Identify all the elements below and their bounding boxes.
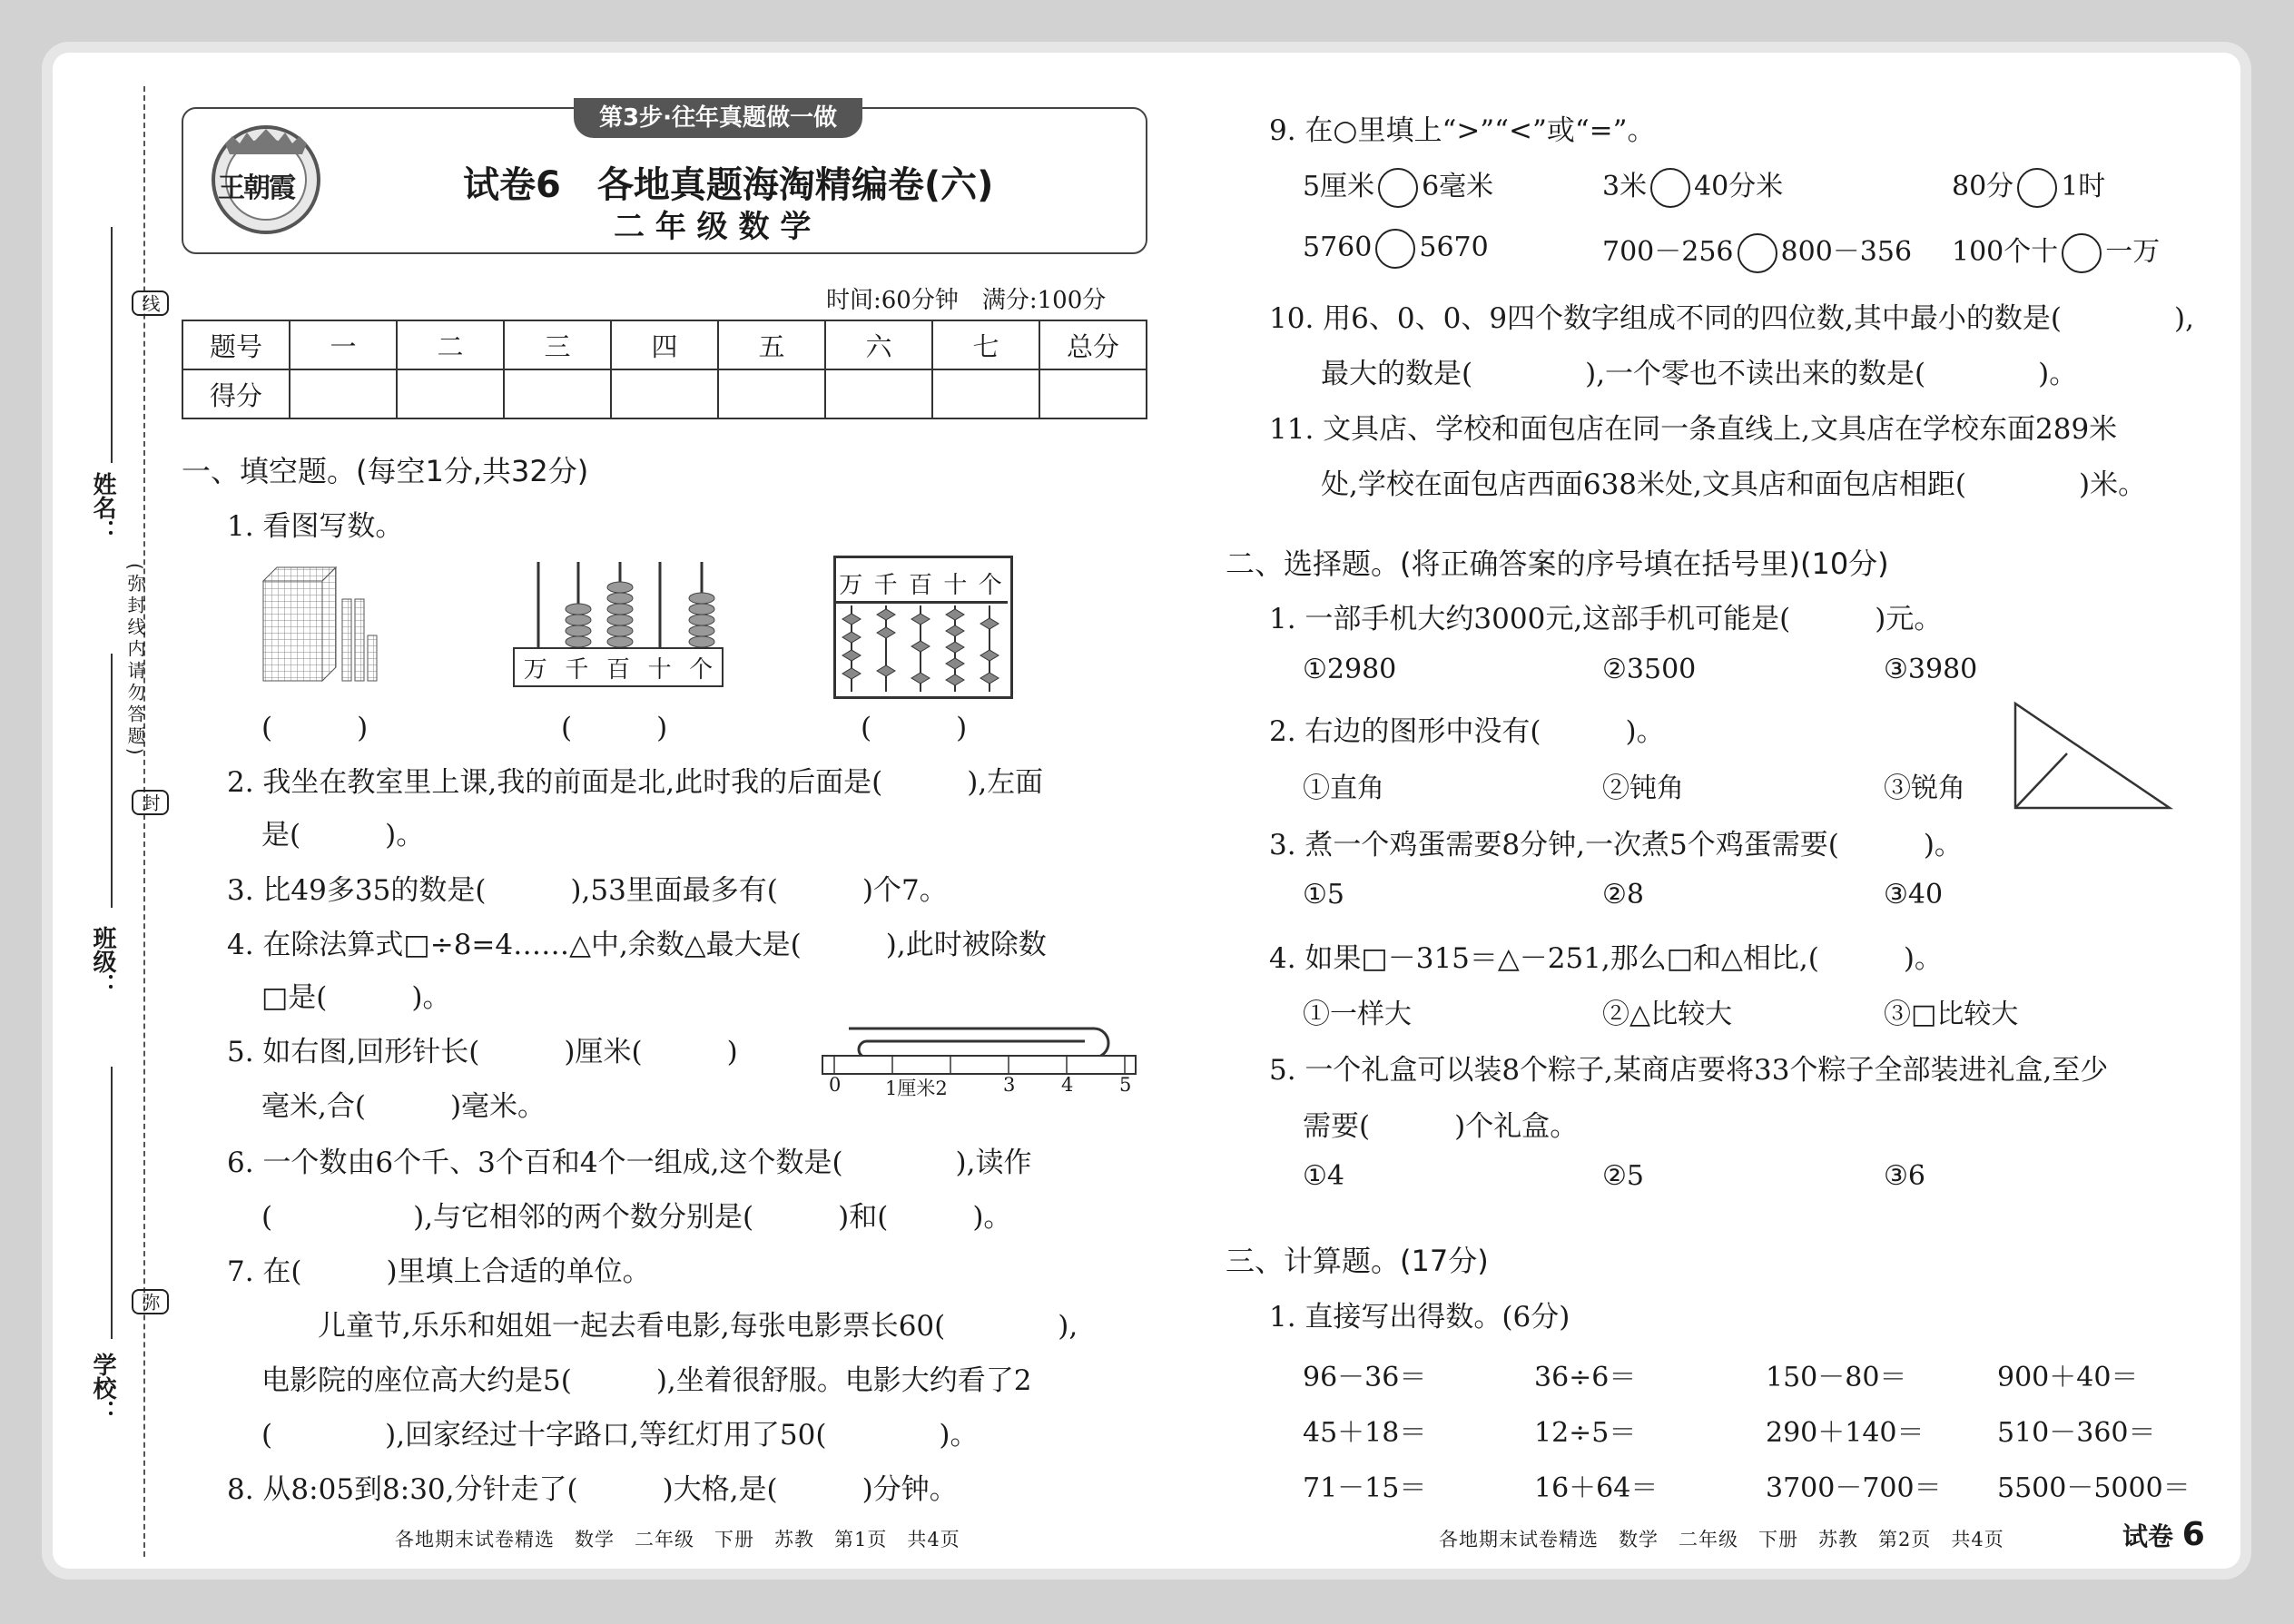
question-1-9: 9. 在○里填上“>”“<”或“=”。 [1269,114,1656,147]
base-ten-blocks-icon [259,563,386,685]
compare-circle[interactable] [2062,233,2102,273]
compare-left: 3米 [1602,171,1648,202]
place-label: 万 [839,571,863,599]
answer-blank-3[interactable]: ( ) [861,712,968,744]
option[interactable]: ③□比较大 [1884,999,2019,1030]
calc-item[interactable]: 290＋140＝ [1766,1417,1925,1449]
compare-left: 80分 [1952,171,2014,202]
compare-item [1952,163,2105,208]
calc-item[interactable]: 12÷5＝ [1534,1417,1637,1449]
school-field[interactable] [111,1067,113,1339]
question-2-5: 5. 一个礼盒可以装8个粽子,某商店要将33个粽子全部装进礼盒,至少 [1269,1054,2109,1087]
ruler-label: 3 [1003,1074,1016,1096]
page-subtitle: 二 年 级 数 学 [614,209,812,245]
score-table [182,320,1147,419]
score-table-header-row [182,320,1147,369]
page-title: 试卷6 各地真题海淘精编卷(六) [463,164,994,206]
option[interactable]: ③6 [1884,1160,1925,1192]
place-label: 十 [943,571,968,599]
score-cell: 一 [290,320,397,369]
seal-char-feng: 封 [132,790,169,815]
time-info: 时间:60分钟 满分:100分 [826,287,1107,314]
compare-left: 5厘米 [1303,171,1375,202]
compare-right: 6毫米 [1422,171,1494,202]
option[interactable]: ①2980 [1303,654,1397,685]
place-label: 个 [689,655,714,684]
bead-abacus-figure [833,556,1010,696]
option[interactable]: ③3980 [1884,654,1978,685]
place-label: 千 [565,655,589,684]
abacus-rods-icon [513,558,726,649]
question-1-7: 7. 在( )里填上合适的单位。 [227,1255,651,1288]
compare-circle[interactable] [1738,233,1777,273]
question-1-4-cont: □是( )。 [261,981,451,1014]
option[interactable]: ②3500 [1602,654,1697,685]
score-table-score-row [182,369,1147,418]
footer-right: 各地期末试卷精选 数学 二年级 下册 苏教 第2页 共4页 [1439,1529,2004,1550]
compare-item [1303,163,1493,208]
question-1-4: 4. 在除法算式□÷8=4……△中,余数△最大是( ),此时被除数 [227,929,1047,961]
place-label: 千 [873,571,898,599]
place-label: 百 [908,571,932,599]
question-3-1: 1. 直接写出得数。(6分) [1269,1301,1570,1334]
calc-item[interactable]: 96－36＝ [1303,1362,1427,1393]
logo [198,116,334,240]
calc-item[interactable]: 900＋40＝ [1997,1362,2139,1393]
section-1-title: 一、填空题。(每空1分,共32分) [182,454,589,488]
class-label: 班级： [89,926,116,997]
ruler-label: 0 [829,1074,842,1096]
calc-item[interactable]: 510－360＝ [1997,1417,2156,1449]
question-2-5-cont: 需要( )个礼盒。 [1303,1110,1579,1143]
cubes-figure [259,563,386,685]
option[interactable]: ②△比较大 [1602,999,1733,1030]
calc-item[interactable]: 36÷6＝ [1534,1362,1637,1393]
seal-char-xian: 线 [132,290,169,316]
score-cell: 三 [504,320,611,369]
compare-left: 5760 [1303,231,1373,263]
exam-tag-label: 试卷 [2122,1521,2174,1551]
calc-item[interactable]: 71－15＝ [1303,1472,1427,1504]
option[interactable]: ③锐角 [1884,773,1965,804]
compare-circle[interactable] [1378,168,1418,208]
option[interactable]: ②8 [1602,879,1644,910]
question-1-10: 10. 用6、0、0、9四个数字组成不同的四位数,其中最小的数是( ), [1269,302,2194,335]
question-1-6: 6. 一个数由6个千、3个百和4个一组成,这个数是( ),读作 [227,1147,1032,1179]
section-2-title: 二、选择题。(将正确答案的序号填在括号里)(10分) [1226,546,1889,581]
score-cell: 四 [611,320,718,369]
question-2-4: 4. 如果□－315＝△－251,那么□和△相比,( )。 [1269,942,1943,975]
question-1-3: 3. 比49多35的数是( ),53里面最多有( )个7。 [227,874,948,907]
question-1-2: 2. 我坐在教室里上课,我的前面是北,此时我的后面是( ),左面 [227,766,1044,799]
score-input[interactable] [1039,369,1147,418]
score-input[interactable] [290,369,397,418]
triangle-figure-icon [2011,699,2174,817]
question-1-7-line1: 儿童节,乐乐和姐姐一起去看电影,每张电影票长60( ), [318,1310,1078,1343]
name-label: 姓名： [89,472,116,543]
compare-left: 700－256 [1602,236,1734,268]
question-1-11: 11. 文具店、学校和面包店在同一条直线上,文具店在学校东面289米 [1269,413,2118,446]
question-2-1: 1. 一部手机大约3000元,这部手机可能是( )元。 [1269,603,1943,635]
compare-left: 100个十 [1952,236,2059,268]
school-label: 学校： [89,1353,116,1423]
question-2-3: 3. 煮一个鸡蛋需要8分钟,一次煮5个鸡蛋需要( )。 [1269,829,1963,861]
question-1-7-line3: ( ),回家经过十字路口,等红灯用了50( )。 [261,1419,979,1452]
exam-tag [2122,1516,2205,1553]
score-cell: 七 [932,320,1039,369]
question-1-5-cont: 毫米,合( )毫米。 [261,1090,546,1123]
score-input[interactable] [718,369,825,418]
compare-item [1602,163,1783,208]
section-3-title: 三、计算题。(17分) [1226,1244,1489,1278]
question-1-2-cont: 是( )。 [261,819,425,851]
option[interactable]: ①一样大 [1303,999,1412,1030]
compare-item [1602,229,1912,273]
option[interactable]: ②5 [1602,1160,1644,1192]
name-field[interactable] [111,227,113,463]
score-cell: 五 [718,320,825,369]
class-field[interactable] [111,654,113,908]
compare-circle[interactable] [1650,168,1690,208]
calc-item[interactable]: 16＋64＝ [1534,1472,1659,1504]
score-input[interactable] [397,369,504,418]
seal-char-mi: 弥 [132,1289,169,1314]
compare-item [1303,229,1489,269]
place-label: 个 [978,571,1002,599]
question-1-7-line2: 电影院的座位高大约是5( ),坐着很舒服。电影大约看了2 [261,1364,1032,1397]
compare-item [1952,229,2160,273]
question-1-11-cont: 处,学校在面包店西面638米处,文具店和面包店相距( )米。 [1321,468,2147,501]
answer-blank-1[interactable]: ( ) [261,712,369,744]
ruler-figure [822,1021,1139,1112]
option[interactable]: ①4 [1303,1160,1344,1192]
place-label: 十 [647,655,672,684]
score-cell: 总分 [1039,320,1147,369]
question-1-5: 5. 如右图,回形针长( )厘米( ) [227,1036,738,1068]
compare-right: 1时 [2061,171,2106,202]
compare-circle[interactable] [1375,229,1415,269]
calc-item[interactable]: 150－80＝ [1766,1362,1907,1393]
seal-note: (弥封线内请勿答题) [124,563,146,759]
question-1-8: 8. 从8:05到8:30,分针走了( )大格,是( )分钟。 [227,1473,958,1506]
compare-right: 一万 [2105,236,2161,268]
footer-left: 各地期末试卷精选 数学 二年级 下册 苏教 第1页 共4页 [395,1529,960,1550]
score-label: 得分 [182,369,290,418]
bead-abacus-beads-icon [833,605,1010,692]
compare-right: 40分米 [1694,171,1784,202]
bead-abacus-labels [833,565,1008,604]
paperclip-ruler-icon [822,1021,1139,1076]
ruler-label: 4 [1061,1074,1074,1096]
calc-item[interactable]: 3700－700＝ [1766,1472,1942,1504]
question-1-10-cont: 最大的数是( ),一个零也不读出来的数是( )。 [1321,358,2078,390]
ruler-label: 5 [1119,1074,1132,1096]
score-input[interactable] [825,369,932,418]
logo-text: 王朝霞 [218,172,294,204]
exam-tag-number: 6 [2181,1516,2205,1553]
abacus-label-box [513,647,724,687]
score-input[interactable] [611,369,718,418]
calc-item[interactable]: 45＋18＝ [1303,1417,1427,1449]
score-cell: 二 [397,320,504,369]
score-cell: 六 [825,320,932,369]
abacus-figure [513,558,726,690]
place-label: 万 [523,655,547,684]
score-input[interactable] [932,369,1039,418]
question-1-6-cont: ( ),与它相邻的两个数分别是( )和( )。 [261,1201,1012,1234]
option[interactable]: ③40 [1884,879,1944,910]
place-label: 百 [605,655,630,684]
option[interactable]: ②钝角 [1602,773,1684,804]
calc-item[interactable]: 5500－5000＝ [1997,1472,2191,1504]
score-input[interactable] [504,369,611,418]
compare-right: 5670 [1419,231,1489,263]
question-2-2: 2. 右边的图形中没有( )。 [1269,715,1665,748]
option[interactable]: ①5 [1303,879,1344,910]
compare-right: 800－356 [1780,236,1913,268]
question-1-1: 1. 看图写数。 [227,510,404,543]
ruler-label: 1厘米2 [885,1078,948,1099]
step-badge: 第3步·往年真题做一做 [574,98,862,138]
compare-circle[interactable] [2017,168,2057,208]
answer-blank-2[interactable]: ( ) [561,712,668,744]
score-cell: 题号 [182,320,290,369]
option[interactable]: ①直角 [1303,773,1384,804]
